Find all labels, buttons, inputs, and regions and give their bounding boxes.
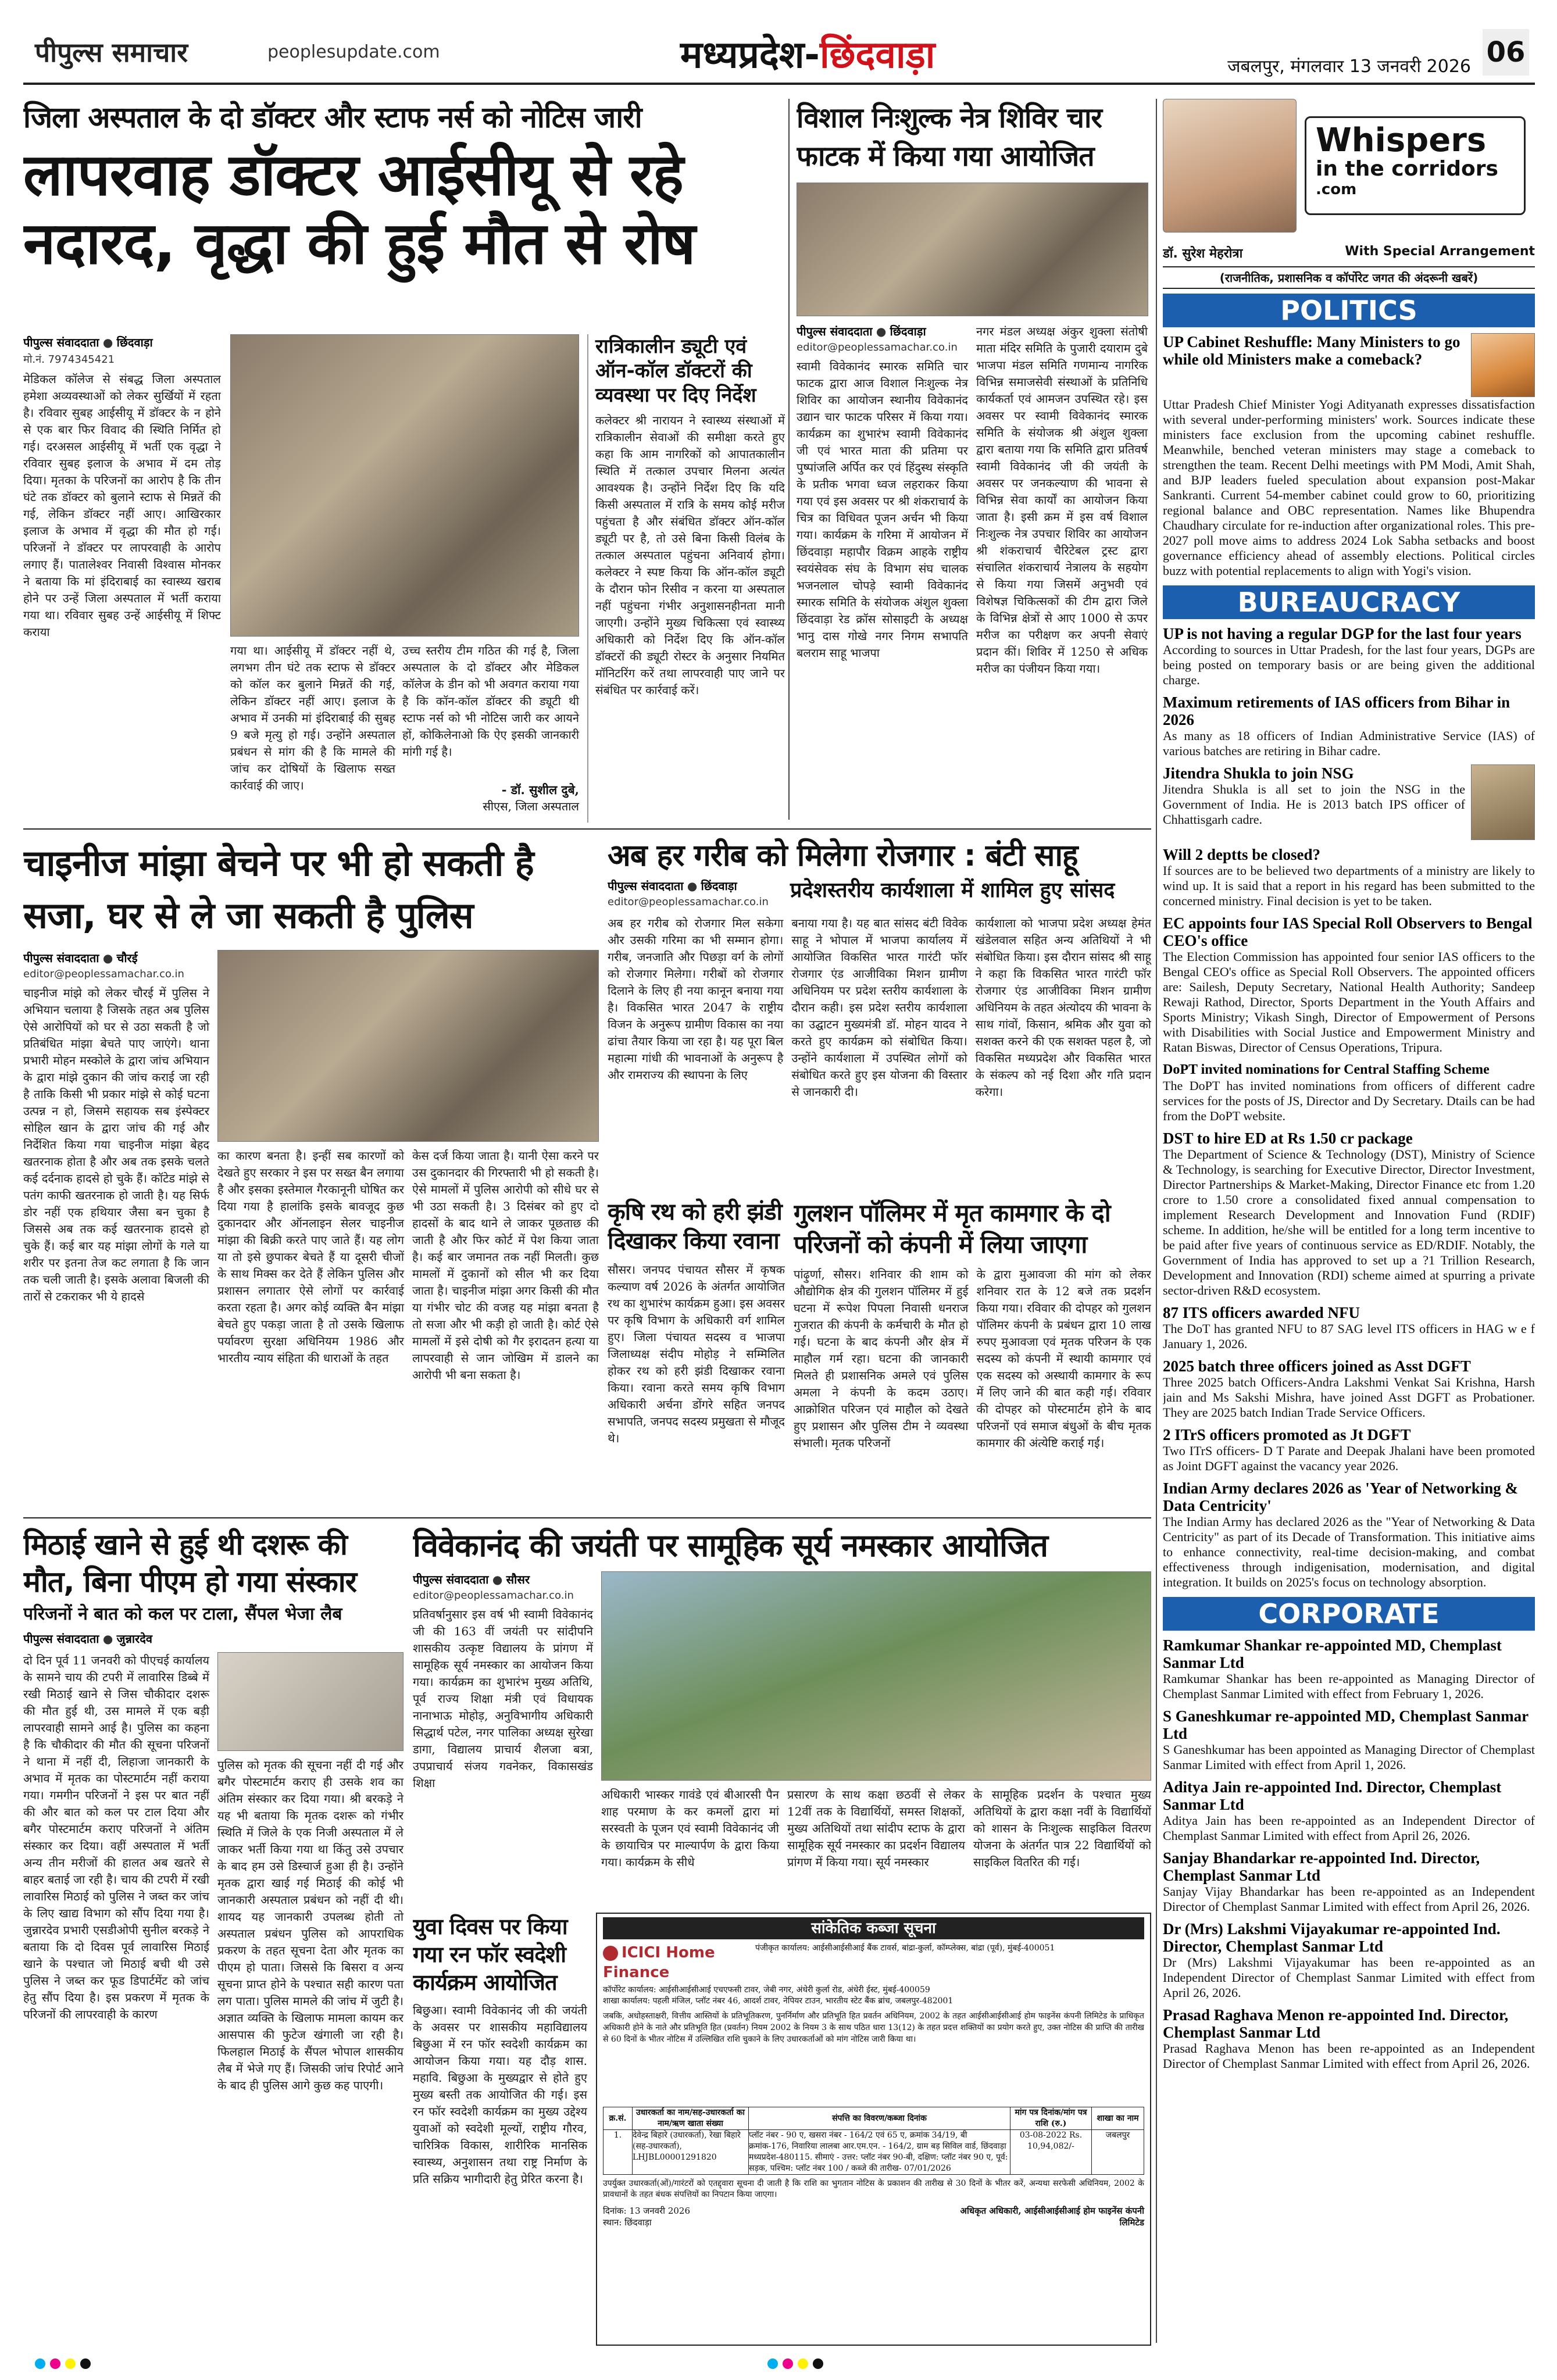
notice-intro: जबकि, अधोहस्ताक्षरी, वित्तीय आस्तियों के प्रतिभूतिकरण, पुनर्निर्माण और प्रतिभूति हित प्रवर्तन अधिनियम, 2002 के तहत आईसीआईसीआई होम फाइनेंस कंपनी लिमिटेड के प्राधिकृत अधिकारी होने के नाते और प्रतिभूति हित (प्रवर्तन) नियम 2002 के नियम 3 के साथ पठित धारा 13(12) के तहत प्रदत्त शक्तियों का प्रयोग करते हुए, उक्त नोटिस की प्राप्ति की तारीख से 60 दिनों के भीतर नोटिस में उल्लिखित राशि चुकाने के लिए उधारकर्ताओं को मांग नोटिस जारी किया था।	[603, 2011, 1144, 2044]
bureaucracy-item-title: EC appoints four IAS Special Roll Observers to Bengal CEO's office	[1163, 914, 1533, 949]
registration-dot	[798, 2358, 808, 2369]
notice-title: सांकेतिक कब्जा सूचना	[603, 1917, 1144, 1939]
registered-office: पंजीकृत कार्यालय: आईसीआईसीआई बैंक टावर्स, बांद्रा-कुर्ला, कॉम्प्लेक्स, बांद्रा (पूर्व), मुंबई-400051	[755, 1943, 1055, 1953]
notice-table	[603, 2107, 1144, 2175]
bureaucracy-item-text: Two ITrS officers- D T Parate and Deepak Jhalani have been promoted as Joint DGFT against the vacancy year 2026.	[1163, 1443, 1535, 1473]
masthead-rule	[23, 83, 1535, 85]
tagline: (राजनीतिक, प्रशासनिक व कॉर्पोरेट जगत की अंदरूनी खबरें)	[1163, 266, 1535, 289]
email: editor@peoplessamachar.co.in	[413, 1589, 574, 1602]
body-col-1: अब हर गरीब को रोजगार मिल सकेगा और उसकी गरिमा का भी सम्मान होगा। गरीब, जनजाति और पिछड़ा वर्ग के लोगों को रोजगार मिलेगा। गरीबों को रोजगार दिलाने के लिए ही नया कानून बनाया गया है। विकसित भारत 2047 के राष्ट्रीय विजन के अनुरूप ग्रामीण विकास का नया ढांचा तैयार किया जा रहा है। यह पूरा बिल महात्मा गांधी की भावनाओं के अनुरूप है और रामराज्य की स्थापना के लिए	[608, 916, 784, 1082]
official-quote: उच्च स्तरीय टीम गठित की गई है, जिला अस्पताल के दो डॉक्टर और मेडिकल कॉलेज के डीन को भी अवगत कराया गया है कि कॉन-कॉल डॉक्टर की ड्यूटी थी स्टाफ नर्स को भी नोटिस जारी कर आयने हों, कोकिलेनाओ कि ऐए इसकी जानकारी मांगी गई है।	[402, 644, 579, 759]
body-col-4: के सामूहिक प्रदर्शन के पश्चात मुख्य अतिथियों के द्वारा कक्षा नवीं के विद्यार्थियों को शासन के निःशुल्क साइकिल वितरण योजना के अंतर्गत पात्र 22 विद्यार्थियों को साइकिल वितरित की गई।	[973, 1788, 1151, 1869]
whispers-column	[1163, 99, 1535, 2349]
bureaucracy-header: BUREAUCRACY	[1163, 585, 1535, 619]
corporate-item-text: S Ganeshkumar has been appointed as Managing Director of Chemplast Sanmar Limited with effect from April 1, 2026.	[1163, 1742, 1535, 1772]
icici-logo	[603, 1943, 748, 1982]
bureaucracy-item-text: According to sources in Uttar Pradesh, for the last four years, DGPs are being posted on temporary basis or are being given the additional charge.	[1163, 642, 1535, 687]
col-divider	[788, 99, 790, 820]
officer-photo	[1471, 764, 1535, 840]
corporate-item-title: S Ganeshkumar re-appointed MD, Chemplast Sanmar Ltd	[1163, 1707, 1529, 1742]
body-col-2: गया था। आईसीयू में डॉक्टर नहीं थे, लगभग तीन घंटे तक स्टाफ से डॉक्टर को कॉल कर बुलाने मिन्नतें की गई, लेकिन डॉक्टर नहीं आए। इलाज के अभाव में उनकी मां इंदिराबाई की सुबह 9 बजे मृत्यु हो गई। उन्होंने अस्पताल प्रबंधन से मांग की है कि मामले की जांच कर दोषियों के खिलाफ सख्त कार्रवाई की जाए।	[230, 644, 396, 792]
notice-date: दिनांक: 13 जनवरी 2026	[603, 2206, 691, 2216]
registration-dot	[35, 2358, 45, 2369]
email: editor@peoplessamachar.co.in	[23, 968, 184, 980]
registration-dot	[65, 2358, 76, 2369]
politics-item-1-text: Uttar Pradesh Chief Minister Yogi Adityanath expresses dissatisfaction with several under-performing ministers' work. Sources indicate these ministers face exclusion from the upcoming cabinet reshuffle. Meanwhile, benched veteran ministers may stage a comeback to strengthen the team. Recent Delhi meetings with PM Modi, Amit Shah, and BJP leaders fueled speculation about expansion post-Makar Sankranti. Current 54-member cabinet could grow to 60, prioritizing regional balance and OBC representation. Names like Bhupendra Chaudhary circulate for re-induction after organizational roles. This pre-2027 poll move aims to address 2024 Lok Sabha setbacks and boost governance efficiency ahead of assembly elections. Political circles buzz with potential replacements to align with Yogi's vision.	[1163, 397, 1535, 578]
logo-line-1: Whispers	[1316, 121, 1487, 159]
corporate-item-text: Ramkumar Shankar has been re-appointed as Managing Director of Chemplast Sanmar Limited with effect from February 1, 2026.	[1163, 1671, 1535, 1701]
corporate-item-title: Aditya Jain re-appointed Ind. Director, Chemplast Sanmar Ltd	[1163, 1778, 1502, 1813]
corporate-item-text: Sanjay Vijay Bhandarkar has been re-appointed as an Independent Director of Chemplast Sanmar Limited with effect from April 26, 2026.	[1163, 1884, 1535, 1914]
email: editor@peoplessamachar.co.in	[608, 896, 769, 908]
logo-line-3: .com	[1316, 181, 1357, 198]
byline: पीपुल्स संवाददाता	[23, 1632, 99, 1646]
table-header-row	[603, 2107, 1144, 2130]
corporate-item-title: Prasad Raghava Menon re-appointed Ind. Director, Chemplast Sanmar Ltd	[1163, 2006, 1509, 2041]
article-employment: अब हर गरीब को मिलेगा रोजगार : बंटी साहू पीपुल्स संवाददाता ● छिंदवाड़ा editor@peoplessamachar.co.in प्रदेशस्तरीय कार्यशाला में शामिल हुए सांसद अब हर गरीब को रोजगार मिल सकेगा और उसकी गरिमा का भी सम्मान होगा। गरीब, जनजाति और पिछड़ा वर्ग के लोगों को रोजगार मिलेगा। गरीबों को रोजगार दिलाने के लिए ही नया कानून बनाया गया है। विकसित भारत 2047 के राष्ट्रीय विजन के अनुरूप ग्रामीण विकास का नया ढांचा तैयार किया जा रहा है। यह पूरा बिल महात्मा गांधी की भावनाओं के अनुरूप है और रामराज्य की स्थापना के लिए बनाया गया है। यह बात सांसद बंटी विवेक साहू ने भोपाल में भाजपा कार्यालय में आयोजित विकसित भारत गारंटी फॉर रोजगार एंड आजीविका मिशन ग्रामीण अधिनियम पर प्रदेश स्तरीय कार्यशाला के दौरान कही। इस प्रदेश स्तरीय कार्यशाला का उद्घाटन मुख्यमंत्री डॉ. मोहन यादव ने करते हुए कार्यक्रम को संबोधित किया। उन्होंने कार्यशाला में उपस्थित लोगों को संबोधित करते हुए इस योजना की विस्तार से जानकारी दी। कार्यशाला को भाजपा प्रदेश अध्यक्ष हेमंत खंडेलवाल सहित अन्य अतिथियों ने भी संबोधित किया। इस दौरान सांसद श्री साहू ने कहा कि विकसित भारत गारंटी फॉर रोजगार एंड आजीविका मिशन ग्रामीण अधिनियम के तहत अंत्योदय की भावना के साथ गांवों, किसान, श्रमिक और युवा को सशक्त करने की एक सशक्त पहल है, जो विकसित मध्यप्रदेश और विकसित भारत के संकल्प को नई दिशा और गति प्रदान करेगा।	[608, 837, 1151, 1186]
article-run-for-swadeshi	[413, 1913, 587, 2346]
body-col-1: चाइनीज मांझे को लेकर चौरई में पुलिस ने अभियान चलाया है जिसके तहत अब पुलिस ऐसे आरोपियों को घर से उठा सकती है जो प्रतिबंधित मांझा बेचते पाए जाएंगे। थाना प्रभारी मोहन मस्कोले के द्वारा जांच अभियान के द्वारा मांझे दुकान की जांच कराई जा रही है ताकि किसी भी प्रकार मांझे से कोई घटना उत्पन्न न हो, जिसमे सहायक सब इंस्पेक्टर सोहिल खान के द्वारा जांच की गई और निर्देशित किया गया चाइनीज मांझा बेहद खतरनाक होता है और अब तक इसके चलते कई दर्दनाक हादसे हो चुके हैं। कॉटेड मांझे से पतंग काफी खतरनाक हो जाती है। यह सिर्फ डोर नहीं एक हथियार जैसा बन चुका है जिससे अब तक कई खतरनाक हादसे हो चुके हैं। कई बार यह मांझा लोगों के गले या शरीर पर इतना तेज कट लगाता है कि जान तक चली जाती है। इसके अलावा बिजली की तारों से टकराकर भी ये हादसे	[23, 986, 209, 1303]
cell-demand: 03-08-2022 Rs. 10,94,082/-	[1010, 2130, 1092, 2175]
bureaucracy-item-title: Indian Army declares 2026 as 'Year of Networking & Data Centricity'	[1163, 1480, 1518, 1514]
dateline-place: जुन्नारदेव	[116, 1632, 152, 1646]
cell-property: प्लॉट नंबर - 90 ए, खसरा नंबर - 164/2 एवं 65 ए, क्रमांक 34/19, बी क्रमांक-176, निवारिया लालबा आर.एम.एन. - 164/2, ग्राम बड़ सिविल वार्ड, छिंदवाड़ा मध्यप्रदेश-480115. सीमाएं - उत्तर: प्लॉट नंबर 90-बी, दक्षिण: प्लॉट नंबर 90 ए, पूर्व: सड़क, पश्चिम: प्लॉट नंबर 100 / कब्जे की तारीख- 07/01/2026	[749, 2130, 1010, 2175]
body-col-3: प्रसारण के साथ कक्षा छठवीं से लेकर 12वीं तक के विद्यार्थियों, समस्त शिक्षकों, मुख्य अतिथियों तथा सांदीप स्टाफ के द्वारा सामूहिक सूर्य नमस्कार का प्रदर्शन विद्यालय प्रांगण में किया गया। सूर्य नमस्कार	[787, 1788, 965, 1869]
corporate-header: CORPORATE	[1163, 1597, 1535, 1631]
corporate-item-title: Dr (Mrs) Lakshmi Vijayakumar re-appointed Ind. Director, Chemplast Sanmar Ltd	[1163, 1920, 1501, 1955]
corporate-item-title: Ramkumar Shankar re-appointed MD, Chemplast Sanmar Ltd	[1163, 1636, 1502, 1671]
bureaucracy-item-title: UP is not having a regular DGP for the last four years	[1163, 625, 1522, 642]
masthead	[23, 23, 1535, 81]
bureaucracy-item-title: 2025 batch three officers joined as Asst DGFT	[1163, 1357, 1471, 1375]
bureaucracy-item-title: DST to hire ED at Rs 1.50 cr package	[1163, 1130, 1413, 1147]
sidebar-headline: रात्रिकालीन ड्यूटी एवं ऑन-कॉल डॉक्टरों की व्यवस्था पर दिए निर्देश	[595, 335, 756, 407]
bureaucracy-item-text: The Department of Science & Technology (DST), Ministry of Science & Technology, is searching for Executive Director, Director Investment, Director Partnerships & Market-Making, Director Finance etc from 1.20 crore to 1.50 crore a consolidated fixed annual compensation to implement Research Development and Innovation Fund (RDIF) scheme. In addition, he/she will be entitled for a long term incentive to be paid after five years of continuous service as ED/RDIF. Notably, the Government of India has approved to set up a ?1 Trillion Research, Development and Innovation (RDI) scheme aimed at spurring a private sector-driven R&D ecosystem.	[1163, 1147, 1535, 1298]
branch-office: शाखा कार्यालय: पहली मंजिल, प्लॉट नंबर 46, आदर्श टावर, नेपियर टाउन, भारतीय स्टेट बैंक ब्रांच, जबलपुर-482001	[603, 1996, 954, 2006]
logo-mark-icon	[603, 1946, 618, 1961]
bureaucracy-item-title: DoPT invited nominations for Central Staffing Scheme	[1163, 1062, 1490, 1077]
bureaucracy-item-text: If sources are to be believed two departments of a ministry are likely to wind up. It is said that a report in his regard has been submitted to the concerned ministry. Final decision is yet to be taken.	[1163, 863, 1535, 908]
body-col-2: अधिकारी भास्कर गावंडे एवं बीआरसी पैन शाह परमाण के कर कमलों द्वारा मां सरस्वती के पूजन एवं स्वामी विवेकानंद जी के छायाचित्र पर माल्यार्पण के द्वारा किया गया। कार्यक्रम के सीधे	[601, 1788, 779, 1869]
article-eye-camp: विशाल निःशुल्क नेत्र शिविर चार फाटक में किया गया आयोजित पीपुल्स संवाददाता ● छिंदवाड़ा editor@peoplessamachar.co.in स्वामी विवेकानंद स्मारक समिति चार फाटक द्वारा आज विशाल निःशुल्क नेत्र शिविर का आयोजन स्थानीय विवेकानंद उद्यान चार फाटक परिसर में किया गया। कार्यक्रम का शुभारंभ स्वामी विवेकानंद जी एवं भारत माता की प्रतिमा पर पुष्पांजलि अर्पित कर एवं हिंदुस्थ संस्कृति के प्रतीक भगवा ध्वज लहराकर किया गया एवं इस अवसर पर श्री शंकराचार्य के चित्र का विधिवत पूजन अर्चन भी किया गया। कार्यक्रम के गरिमा में आयोजन में छिंदवाड़ा महापौर विक्रम आहके राष्ट्रीय स्वयंसेवक संघ के विभाग संघ चालक भजनलाल चोपड़े स्वामी विवेकानंद स्मारक समिति के संयोजक अंशुल शुक्ला छिंदवाड़ा रेड क्रॉस सोसाइटी के अध्यक्ष भानु दास गोखे नगर निगम सभापति बलराम साहू भाजपा नगर मंडल अध्यक्ष अंकुर शुक्ला संतोषी माता मंदिर समिति के पुजारी दयाराम दुबे भाजपा मंडल समिति गणमान्य नागरिक विभिन्न समाजसेवी संस्थाओं के प्रतिनिधि कार्यकर्ता एवं आमजन उपस्थित रहे। इस अवसर पर स्वामी विवेकानंद स्मारक समिति के संयोजक श्री अंशुल शुक्ला द्वारा बताया गया कि समिति द्वारा प्रतिवर्ष स्वामी विवेकानंद जी की जयंती के अवसर पर जनकल्याण की भावना से विभिन्न सेवा कार्यों का आयोजन किया जाता है। इसी क्रम में इस वर्ष विशाल निःशुल्क नेत्र उपचार शिविर का आयोजन श्री शंकराचार्य चैरिटेबल ट्रस्ट द्वारा संचालित शंकराचार्य नेत्रालय के सहयोग से किया गया जिसमें अनुभवी एवं विशेषज्ञ चिकित्सकों की टीम द्वारा जिले के विभिन्न क्षेत्रों से आए 1000 से ऊपर मरीज का परीक्षण कर अपनी सेवाएं प्रदान कीं। शिविर में 1250 से अधिक मरीज का पंजीयन किया गया।	[797, 99, 1148, 823]
body-col-1: प्रतिवर्षानुसार इस वर्ष भी स्वामी विवेकानंद जी की 163 वीं जयंती पर सांदीपनि शासकीय उत्कृष्ट विद्यालय के प्रांगण में सामूहिक सूर्य नमस्कार का आयोजन किया गया। कार्यक्रम का शुभारंभ मुख्य अतिथि, पूर्व राज्य शिक्षा मंत्री एवं विधायक नानाभाऊ मोहोड़, अनुविभागीय अधिकारी सिद्धार्थ पटेल, नगर पालिका अध्यक्ष सुरेखा डागा, विद्यालय प्राचार्य शैलजा बत्रा, उपप्राचार्य संजय गवनेकर, विकासखंड शिक्षा	[413, 1607, 593, 1790]
headline: मिठाई खाने से हुई थी दशरू की मौत, बिना पीएम हो गया संस्कार	[23, 1528, 357, 1599]
dateline-place: छिंदवाड़ा	[701, 879, 737, 893]
whispers-logo	[1305, 116, 1526, 215]
quote-author: - डॉ. सुशील दुबे,	[501, 782, 579, 797]
bureaucracy-item-title: Will 2 deptts be closed?	[1163, 846, 1321, 863]
logo-line-2: in the corridors	[1316, 157, 1498, 181]
dateline-place: चौरई	[116, 951, 138, 965]
headline: गुलशन पॉलिमर में मृत कामगार के दो परिजनों को कंपनी में लिया जाएगा	[794, 1199, 1110, 1259]
headline: युवा दिवस पर किया गया रन फॉर स्वदेशी कार्यक्रम आयोजित	[413, 1914, 567, 1995]
table-header: मांग पत्र दिनांक/मांग पत्र राशि (रु.)	[1010, 2107, 1092, 2130]
body-col-2: का कारण बनता है। इन्हीं सब कारणों को देखते हुए सरकार ने इस पर सख्त बैन लगाया है और इसका इस्तेमाल गैरकानूनी घोषित कर दिया गया है हालांकि इसके बावजूद कुछ दुकानदार और ऑनलाइन सेलर चाइनीज मांझा की बिक्री करते पाए जाते हैं। यह लोग या तो इसे छुपाकर बेचते हैं या दूसरी चीजों के साथ मिक्स कर देते हैं लेकिन पुलिस और प्रशासन लगातार ऐसे लोगों पर कार्रवाई करता रहता है। अगर कोई व्यक्ति बैन मांझा बेचते हुए पकड़ा जाता है तो उसके खिलाफ पर्यावरण सुरक्षा अधिनियम 1986 और भारतीय न्याय संहिता की धाराओं के तहत	[217, 1149, 404, 1365]
quote-role: सीएस, जिला अस्पताल	[483, 799, 579, 813]
legal-notice	[596, 1913, 1151, 2346]
headline: विशाल निःशुल्क नेत्र शिविर चार फाटक में किया गया आयोजित	[797, 102, 1102, 173]
corporate-office: कॉर्पोरेट कार्यालय: आईसीआईसीआई एचएफसी टावर, जेबी नगर, अंधेरी कुर्ला रोड, अंधेरी ईस्ट, मुंबई-400059	[603, 1985, 930, 1995]
bureaucracy-item-text: The Election Commission has appointed four senior IAS officers to the Bengal CEO's office as Special Roll Observers. The appointed officers are: Sailesh, Deputy Secretary, National Health Authority; Sandeep Rewaji Rathod, Director, Sports Department in the Youth Affairs and Sports Ministry; Vikash Singh, Director of Empowerment of Persons with Disabilities with Social Justice and Empowerment Ministry and Ratan Biswas, Director of Census Operations, Tripura.	[1163, 949, 1535, 1055]
headline: लापरवाह डॉक्टर आईसीयू से रहे नदारद, वृद्धा की हुई मौत से रोष	[23, 141, 695, 277]
corporate-item-title: Sanjay Bhandarkar re-appointed Ind. Director, Chemplast Sanmar Ltd	[1163, 1849, 1480, 1884]
dateline-place: छिंदवाड़ा	[890, 324, 926, 338]
registration-dot	[783, 2358, 793, 2369]
headline: कृषि रथ को हरी झंडी दिखाकर किया रवाना	[608, 1199, 782, 1255]
section-rule	[23, 1517, 1151, 1518]
bureaucracy-item-text: Jitendra Shukla is all set to join the NSG in the Government of India. He is 2013 batch IPS officer of Chhattisgarh cadre.	[1163, 782, 1465, 827]
bureaucracy-item-title: Maximum retirements of IAS officers from Bihar in 2026	[1163, 694, 1510, 728]
body-col-3: केस दर्ज किया जाता है। यानी ऐसा करने पर उस दुकानदार की गिरफ्तारी भी हो सकती है। ऐसे मामलों में पुलिस आरोपी को सीधे घर से भी उठा सकती है। 3 दिसंबर को हुए दो हादसों के बाद थाने ले जाकर पूछताछ की जाती है और फिर कोर्ट में पेश किया जाता है। कई बार जमानत तक नहीं मिलती। कुछ मामलों में दुकानों को सील भी कर दिया जाता है। चाइनीज मांझा अगर किसी की मौत या गंभीर चोट की वजह यह मांझा बनता है तो सजा और भी कड़ी हो जाती है। कोर्ट ऐसे मामलों में इसे दोषी को गैर इरादतन हत्या या लापरवाही से जान जोखिम में डालने का आरोपी भी बना सकता है।	[412, 1149, 599, 1382]
section-title-city: छिंदवाड़ा	[819, 34, 935, 77]
section-title: मध्यप्रदेश-छिंदवाड़ा	[680, 34, 935, 77]
logo: पीपुल्स समाचार	[35, 37, 188, 68]
signatory: अधिकृत अधिकारी, आईसीआईसीआई होम फाइनेंस कंपनी लिमिटेड	[960, 2206, 1144, 2228]
corporate-item-text: Aditya Jain has been re-appointed as an Independent Director of Chemplast Sanmar Limited with effect from April 26, 2026.	[1163, 1813, 1535, 1843]
byline: पीपुल्स संवाददाता	[608, 879, 684, 893]
website: peoplesupdate.com	[267, 42, 440, 62]
arrangement-note: With Special Arrangement	[1345, 244, 1535, 259]
byline: पीपुल्स संवाददाता	[23, 951, 99, 965]
politics-header: POLITICS	[1163, 294, 1535, 327]
bureaucracy-item-text: Three 2025 batch Officers-Andra Lakshmi Venkat Sai Krishna, Harsh jain and Ms Sakshi Mishra, have joined Asst DGFT as Probationer. They are 2025 batch Indian Trade Service Officers.	[1163, 1375, 1535, 1420]
byline: पीपुल्स संवाददाता	[413, 1573, 489, 1586]
body-col-2: पुलिस को मृतक की सूचना नहीं दी गई और बगैर पोस्टमार्टम कराए ही उसके शव का अंतिम संस्कार कर दिया गया। श्री बरकड़े ने यह भी बताया कि मृतक दशरू को गंभीर स्थिति में जिले के एक निजी अस्पताल में ले जाकर भर्ती किया गया था किंतु उसे उपचार के बाद हम उसे डिस्चार्ज हुआ ही है। उन्होंने मृतक द्वारा खाई गई मिठाई की कोई भी जानकारी अस्पताल प्रबंधन को नहीं दी थी। शायद यह जानकारी उपलब्ध होती तो अस्पताल प्रबंधन पुलिस को आपराधिक प्रकरण के तहत सूचना देता और मृतक का पीएम हो पाता। जिससे कि बिसरा व अन्य सूचना प्राप्त होने के पश्चात सही कारण पता लग पाता। पुलिस मामले की जांच में जुटी है। अज्ञात व्यक्ति के खिलाफ मामला कायम कर आसपास की फुटेज खंगाली जा रही है। फिलहाल मिठाई के सैंपल भोपाल शासकीय लैब में भेजे गए हैं। जिसकी जांच रिपोर्ट आने के बाद ही पुलिस आगे कुछ कह पाएगी।	[217, 1758, 403, 2092]
bureaucracy-item-text: The DoPT has invited nominations from officers of different cadre services for the posts of JS, Director and Dy Secretary. Dtails can be had from the DoPT website.	[1163, 1078, 1535, 1123]
article-surya-namaskar: विवेकानंद की जयंती पर सामूहिक सूर्य नमस्कार आयोजित पीपुल्स संवाददाता ● सौसर editor@peoplessamachar.co.in प्रतिवर्षानुसार इस वर्ष भी स्वामी विवेकानंद जी की 163 वीं जयंती पर सांदीपनि शासकीय उत्कृष्ट विद्यालय के प्रांगण में सामूहिक सूर्य नमस्कार का आयोजन किया गया। कार्यक्रम का शुभारंभ मुख्य अतिथि, पूर्व राज्य शिक्षा मंत्री एवं विधायक नानाभाऊ मोहोड़, अनुविभागीय अधिकारी सिद्धार्थ पटेल, नगर पालिका अध्यक्ष सुरेखा डागा, विद्यालय प्राचार्य शैलजा बत्रा, उपप्राचार्य संजय गवनेकर, विकासखंड शिक्षा अधिकारी भास्कर गावंडे एवं बीआरसी पैन शाह परमाण के कर कमलों द्वारा मां सरस्वती के पूजन एवं स्वामी विवेकानंद जी के छायाचित्र पर माल्यार्पण के द्वारा किया गया। कार्यक्रम के सीधे प्रसारण के साथ कक्षा छठवीं से लेकर 12वीं तक के विद्यार्थियों, समस्त शिक्षकों, मुख्य अतिथियों तथा सांदीप स्टाफ के द्वारा सामूहिक सूर्य नमस्कार का प्रदर्शन विद्यालय प्रांगण में किया गया। सूर्य नमस्कार के सामूहिक प्रदर्शन के पश्चात मुख्य अतिथियों के द्वारा कक्षा नवीं के विद्यार्थियों को शासन के निःशुल्क साइकिल वितरण योजना के अंतर्गत पात्र 22 विद्यार्थियों को साइकिल वितरित की गई।	[413, 1526, 1151, 1898]
headline: चाइनीज मांझा बेचने पर भी हो सकती है सजा, घर से ले जा सकती है पुलिस	[23, 842, 534, 937]
cm-photo	[1471, 333, 1535, 397]
notice-place: स्थान: छिंदवाड़ा	[603, 2217, 652, 2228]
dateline-place: छिंदवाड़ा	[116, 335, 153, 349]
body-col-2: नगर मंडल अध्यक्ष अंकुर शुक्ला संतोषी माता मंदिर समिति के पुजारी दयाराम दुबे भाजपा मंडल समिति गणमान्य नागरिक विभिन्न समाजसेवी संस्थाओं के प्रतिनिधि कार्यकर्ता एवं आमजन उपस्थित रहे। इस अवसर पर स्वामी विवेकानंद स्मारक समिति के संयोजक श्री अंशुल शुक्ला द्वारा बताया गया कि समिति द्वारा प्रतिवर्ष स्वामी विवेकानंद जी की जयंती के अवसर पर जनकल्याण की भावना से विभिन्न सेवा कार्यों का आयोजन किया जाता है। इसी क्रम में इस वर्ष विशाल निःशुल्क नेत्र उपचार शिविर का आयोजन श्री शंकराचार्य चैरिटेबल ट्रस्ट द्वारा संचालित शंकराचार्य नेत्रालय के सहयोग से किया गया जिसमें अनुभवी एवं विशेषज्ञ चिकित्सकों की टीम द्वारा जिले के विभिन्न क्षेत्रों से आए 1000 से ऊपर मरीज का परीक्षण कर अपनी सेवाएं प्रदान कीं। शिविर में 1250 से अधिक मरीज का पंजीयन किया गया।	[976, 324, 1148, 676]
headline: विवेकानंद की जयंती पर सामूहिक सूर्य नमस्कार आयोजित	[413, 1527, 1048, 1564]
bureaucracy-item-text: As many as 18 officers of Indian Administrative Service (IAS) of various batches are retiring in Bihar cadre.	[1163, 728, 1535, 758]
corporate-item-text: Prasad Raghava Menon has been re-appointed as an Independent Director of Chemplast Sanmar Limited with effect from April 26, 2026.	[1163, 2041, 1535, 2071]
bureaucracy-item-title: Jitendra Shukla to join NSG	[1163, 764, 1354, 782]
body: सौसर। जनपद पंचायत सौसर में कृषक कल्याण वर्ष 2026 के अंतर्गत आयोजित रथ का शुभारंभ कार्यक्रम हुआ। इस अवसर पर कृषि विभाग के अधिकारी वर्ग शामिल हुए। जिला पंचायत सदस्य व भाजपा जिलाध्यक्ष संदीप मोहोड़ ने सम्मिलित होकर रथ को हरी झंडी दिखाकर रवाना किया। रवाना करते समय कृषि विभाग अधिकारी अर्चना डोंगरे सहित जनपद सभापति, जनपद सदस्य प्रमुखता से मौजूद थे।	[608, 1263, 785, 1445]
manjha-shop-photo	[217, 950, 599, 1142]
issue-date: जबलपुर, मंगलवार 13 जनवरी 2026	[1227, 56, 1471, 77]
article-krishi-rath	[608, 1198, 785, 1511]
registration-dot	[80, 2358, 91, 2369]
body-col-1: मेडिकल कॉलेज से संबद्ध जिला अस्पताल हमेशा अव्यवस्थाओं को लेकर सुर्खियों में रहता है। रविवार सुबह आईसीयू में डॉक्टर के न होने से एक बार फिर विवाद की स्थिति निर्मित हो गई। दरअसल आईसीयू में भर्ती एक वृद्धा ने रविवार सुबह इलाज के अभाव में दम तोड़ दिया। मृतका के परिजनों का आरोप है कि तीन घंटे तक डॉक्टर को बुलाने स्टाफ से मिन्नतें की गई, लेकिन डॉक्टर नहीं आए। आखिरकार इलाज के अभाव में वृद्धा की मौत हो गई। परिजनों ने डॉक्टर पर लापरवाही के आरोप लगाए हैं। पातालेश्वर निवासी विश्वास मोनकर ने बताया कि मां इंदिराबाई का स्वास्थ्य खराब होने पर उन्हें जिला अस्पताल में भर्ती कराया गया था। रविवार सुबह उन्हें आईसीयू में शिफ्ट कराया	[23, 372, 221, 639]
table-header: संपत्ति का विवरण/कब्जा दिनांक	[749, 2107, 1010, 2130]
body-col-1: दो दिन पूर्व 11 जनवरी को पीएचई कार्यालय के सामने चाय की टपरी में लावारिस डिब्बे में रखी मिठाई खाने से जिस चौकीदार दशरू की मौत हुई थी, उस मामले में एक बड़ी लापरवाही सामने आई है। पुलिस का कहना है कि चौकीदार की मौत की सूचना परिजनों ने थाना में नहीं दी, लिहाजा जानकारी के अभाव में मृतक का पोस्टमार्टम नहीं कराया गया। गमगीन परिजनों ने इस पर बात नहीं की और बात को कल पर टाल दिया और बगैर पोस्टमार्टम कराए परिजनों ने अंतिम संस्कार कर दिया। वहीं अस्पताल में भर्ती अन्य तीन मरीजों की हालत अब खतरे से बाहर बताई जा रही है। चाय की टपरी में रखी लावारिस मिठाई को पुलिस ने जब्त कर जांच के लिए खाद्य विभाग को सौंप दिया गया है। जुन्नारदेव प्रभारी एसडीओपी सुनील बरकड़े ने बताया कि दो दिवस पूर्व लावारिस मिठाई खाने के पश्चात जो मिठाई बची थी उसे पुलिस ने जब्त कर फूड डिपार्टमेंट को जांच हेतु सौंप दिया है। इस प्रकरण में मृतक के परिजनों की लापरवाही के कारण	[23, 1653, 209, 2021]
author-name: डॉ. सुरेश मेहरोत्रा	[1163, 246, 1243, 261]
table-header: शाखा का नाम	[1092, 2107, 1144, 2130]
hospital-photo	[230, 334, 579, 637]
bureaucracy-item-text: The DoT has granted NFU to 87 SAG level ITS officers in HAG w e f January 1, 2026.	[1163, 1321, 1535, 1351]
print-registration-marks	[23, 2357, 1535, 2371]
shop-photo	[217, 1652, 403, 1751]
body-col-1: स्वामी विवेकानंद स्मारक समिति चार फाटक द्वारा आज विशाल निःशुल्क नेत्र शिविर का आयोजन स्थानीय विवेकानंद उद्यान चार फाटक परिसर में किया गया। कार्यक्रम का शुभारंभ स्वामी विवेकानंद जी एवं भारत माता की प्रतिमा पर पुष्पांजलि अर्पित कर एवं हिंदुस्थ संस्कृति के प्रतीक भगवा ध्वज लहराकर किया गया एवं इस अवसर पर श्री शंकराचार्य के चित्र का विधिवत पूजन अर्चन भी किया गया। कार्यक्रम के गरिमा में आयोजन में छिंदवाड़ा महापौर विक्रम आहके राष्ट्रीय स्वयंसेवक संघ के विभाग संघ चालक भजनलाल चोपड़े स्वामी विवेकानंद स्मारक समिति के संयोजक अंशुल शुक्ला छिंदवाड़ा रेड क्रॉस सोसाइटी के अध्यक्ष भानु दास गोखे नगर निगम सभापति बलराम साहू भाजपा	[797, 359, 968, 660]
page-number: 06	[1483, 29, 1529, 76]
notice-footer: उपर्युक्त उधारकर्ता(ओं)/गारंटरों को एतद्द्वारा सूचना दी जाती है कि राशि का भुगतान नोटिस के प्रकाशन की तारीख से 30 दिनों के भीतर करें, अन्यथा सरफेसी अधिनियम, 2002 के प्रावधानों के तहत बंधक संपत्तियों का निपटान किया जाएगा।	[603, 2179, 1144, 2199]
dateline-place: सौसर	[506, 1573, 530, 1586]
body-col-1: पांढ़ुर्णा, सौसर। शनिवार की शाम को औद्योगिक क्षेत्र की गुलशन पॉलिमर में हुई घटना में रूपेश पिपला निवासी धनराज गुजरात की कंपनी के कर्मचारी के मौत हो गई। घटना के बाद कंपनी और क्षेत्र में माहौल गर्म रहा। घटना की जानकारी मिलते ही प्रशासनिक अमले एवं पुलिस अमला ने कंपनी के कदम उठाए। आक्रोशित परिजन एवं माहौल को देखते हुए प्रशासन और पुलिस टीम ने व्यवस्था संभाली। मृतक परिजनों	[794, 1267, 969, 1450]
article-gulshan-polymer	[794, 1198, 1151, 1511]
subheadline: परिजनों ने बात को कल पर टाला, सैंपल भेजा लैब	[23, 1604, 342, 1624]
registration-dot	[813, 2358, 823, 2369]
table-row	[603, 2130, 1144, 2175]
body-col-2: बनाया गया है। यह बात सांसद बंटी विवेक साहू ने भोपाल में भाजपा कार्यालय में आयोजित विकसित भारत गारंटी फॉर रोजगार एंड आजीविका मिशन ग्रामीण अधिनियम पर प्रदेश स्तरीय कार्यशाला के दौरान कही। इस प्रदेश स्तरीय कार्यशाला का उद्घाटन मुख्यमंत्री डॉ. मोहन यादव ने करते हुए कार्यक्रम को संबोधित किया। उन्होंने कार्यशाला में उपस्थित लोगों को संबोधित करते हुए इस योजना की विस्तार से जानकारी दी।	[791, 916, 967, 1099]
subheadline: प्रदेशस्तरीय कार्यशाला में शामिल हुए सांसद	[790, 878, 1115, 902]
author-photo	[1163, 99, 1297, 233]
eye-camp-photo	[797, 183, 1148, 316]
section-title-state: मध्यप्रदेश	[680, 34, 805, 77]
article-hospital: जिला अस्पताल के दो डॉक्टर और स्टाफ नर्स को नोटिस जारी लापरवाह डॉक्टर आईसीयू से रहे नदारद, वृद्धा की हुई मौत से रोष पीपुल्स संवाददाता ● छिंदवाड़ा मो.नं. 7974345421 मेडिकल कॉलेज से संबद्ध जिला अस्पताल हमेशा अव्यवस्थाओं को लेकर सुर्खियों में रहता है। रविवार सुबह आईसीयू में डॉक्टर के न होने से एक बार फिर विवाद की स्थिति निर्मित हो गई। दरअसल आईसीयू में भर्ती एक वृद्धा ने रविवार सुबह इलाज के अभाव में दम तोड़ दिया। मृतका के परिजनों का आरोप है कि तीन घंटे तक डॉक्टर को बुलाने स्टाफ से मिन्नतें की गई, लेकिन डॉक्टर नहीं आए। आखिरकार इलाज के अभाव में वृद्धा की मौत हो गई। परिजनों ने डॉक्टर पर लापरवाही के आरोप लगाए हैं। पातालेश्वर निवासी विश्वास मोनकर ने बताया कि मां इंदिराबाई का स्वास्थ्य खराब होने पर उन्हें जिला अस्पताल में भर्ती कराया गया था। रविवार सुबह उन्हें आईसीयू में शिफ्ट कराया गया था। आईसीयू में डॉक्टर नहीं थे, लगभग तीन घंटे तक स्टाफ से डॉक्टर को कॉल कर बुलाने मिन्नतें की गई, लेकिन डॉक्टर नहीं आए। इलाज के अभाव में उनकी मां इंदिराबाई की सुबह 9 बजे मृत्यु हो गई। उन्होंने अस्पताल प्रबंधन से मांग की है कि मामले की जांच कर दोषियों के खिलाफ सख्त कार्रवाई की जाए। उच्च स्तरीय टीम गठित की गई है, जिला अस्पताल के दो डॉक्टर और मेडिकल कॉलेज के डीन को भी अवगत कराया गया है कि कॉन-कॉल डॉक्टर की ड्यूटी थी स्टाफ नर्स को भी नोटिस जारी कर आयने हों, कोकिलेनाओ कि ऐए इसकी जानकारी मांगी गई है। - डॉ. सुशील दुबे, सीएस, जिला अस्पताल रात्रिकालीन ड्यूटी एवं ऑन-कॉल डॉक्टरों की व्यवस्था पर दिए निर्देश कलेक्टर श्री नारायन ने स्वास्थ्य संस्थाओं में रात्रिकालीन सेवाओं की समीक्षा करते हुए कहा कि आम नागरिकों को आपातकालीन स्थिति में तत्काल उपचार मिलना अत्यंत आवश्यक है। उन्होंने निर्देश दिए कि यदि किसी अस्पताल में रात्रि के समय कोई मरीज पहुंचता है और संबंधित डॉक्टर ऑन-कॉल ड्यूटी पर है, तो उसे बिना किसी विलंब के तत्काल अस्पताल पहुंचना अनिवार्य होगा। कलेक्टर ने स्पष्ट किया कि ऑन-कॉल ड्यूटी के दौरान फोन रिसीव न करना या अस्पताल नहीं पहुंचना गंभीर अनुशासनहीनता मानी जाएगी। उन्होंने मुख्य चिकित्सा एवं स्वास्थ्य अधिकारी को निर्देश दिए कि ऑन-कॉल डॉक्टरों की ड्यूटी रोस्टर के अनुसार नियमित मॉनिटरिंग करें तथा लापरवाही पाए जाने पर संबंधित पर कार्रवाई करें।	[23, 99, 785, 823]
bureaucracy-item-text: The Indian Army has declared 2026 as the "Year of Networking & Data Centricity" as part of its Decade of Transformation. This initiative aims to enhance connectivity, real-time decision-making, and combat effectiveness through indigenisation, modernisation, and digital integration. It builds on 2025's focus on technology absorption.	[1163, 1514, 1535, 1589]
surya-namaskar-photo	[601, 1571, 1151, 1781]
registration-dot	[50, 2358, 60, 2369]
email: editor@peoplessamachar.co.in	[797, 341, 958, 353]
byline: पीपुल्स संवाददाता	[23, 335, 99, 349]
mobile: मो.नं. 7974345421	[23, 353, 115, 366]
section-rule	[23, 828, 1151, 830]
col-divider	[1156, 99, 1157, 2343]
politics-item-1-title: UP Cabinet Reshuffle: Many Ministers to go while old Ministers make a comeback?	[1163, 333, 1460, 368]
corporate-item-text: Dr (Mrs) Lakshmi Vijayakumar has been re-appointed as an Independent Director of Chemplast Sanmar Limited with effect from April 26, 2026.	[1163, 1955, 1535, 2000]
cell-no: 1.	[603, 2130, 633, 2175]
registration-dot	[767, 2358, 778, 2369]
article-sweets-death: मिठाई खाने से हुई थी दशरू की मौत, बिना पीएम हो गया संस्कार परिजनों ने बात को कल पर टाला, सैंपल भेजा लैब पीपुल्स संवाददाता ● जुन्नारदेव दो दिन पूर्व 11 जनवरी को पीएचई कार्यालय के सामने चाय की टपरी में लावारिस डिब्बे में रखी मिठाई खाने से जिस चौकीदार दशरू की मौत हुई थी, उस मामले में एक बड़ी लापरवाही सामने आई है। पुलिस का कहना है कि चौकीदार की मौत की सूचना परिजनों ने थाना में नहीं दी, लिहाजा जानकारी के अभाव में मृतक का पोस्टमार्टम नहीं कराया गया। गमगीन परिजनों ने इस पर बात नहीं की और बात को कल पर टाल दिया और बगैर पोस्टमार्टम कराए परिजनों ने अंतिम संस्कार कर दिया। वहीं अस्पताल में भर्ती अन्य तीन मरीजों की हालत अब खतरे से बाहर बताई जा रही है। चाय की टपरी में रखी लावारिस मिठाई को पुलिस ने जब्त कर जांच के लिए खाद्य विभाग को सौंप दिया गया है। जुन्नारदेव प्रभारी एसडीओपी सुनील बरकड़े ने बताया कि दो दिवस पूर्व लावारिस मिठाई खाने के पश्चात जो मिठाई बची थी उसे पुलिस ने जब्त कर फूड डिपार्टमेंट को जांच हेतु सौंप दिया है। इस प्रकरण में मृतक के परिजनों की लापरवाही के कारण पुलिस को मृतक की सूचना नहीं दी गई और बगैर पोस्टमार्टम कराए ही उसके शव का अंतिम संस्कार कर दिया गया। श्री बरकड़े ने यह भी बताया कि मृतक दशरू को गंभीर स्थिति में जिले के एक निजी अस्पताल में ले जाकर भर्ती किया गया था किंतु उसे उपचार के बाद हम उसे डिस्चार्ज हुआ ही है। उन्होंने मृतक द्वारा खाई गई मिठाई की कोई भी जानकारी अस्पताल प्रबंधन को नहीं दी थी। शायद यह जानकारी उपलब्ध होती तो अस्पताल प्रबंधन पुलिस को आपराधिक प्रकरण के तहत सूचना देता और मृतक का पीएम हो पाता। जिससे कि बिसरा व अन्य सूचना प्राप्त होने के पश्चात सही कारण पता लग पाता। पुलिस मामले की जांच में जुटी है। अज्ञात व्यक्ति के खिलाफ मामला कायम कर आसपास की फुटेज खंगाली जा रही है। फिलहाल मिठाई के सैंपल भोपाल शासकीय लैब में भेजे गए हैं। जिसकी जांच रिपोर्ट आने के बाद ही पुलिस आगे कुछ कह पाएगी।	[23, 1526, 404, 2346]
body-col-3: कार्यशाला को भाजपा प्रदेश अध्यक्ष हेमंत खंडेलवाल सहित अन्य अतिथियों ने भी संबोधित किया। इस दौरान सांसद श्री साहू ने कहा कि विकसित भारत गारंटी फॉर रोजगार एंड आजीविका मिशन ग्रामीण अधिनियम के तहत अंत्योदय की भावना के साथ गांवों, किसान, श्रमिक और युवा को सशक्त करने की एक सशक्त पहल है, जो विकसित मध्यप्रदेश और विकसित भारत के संकल्प को नई दिशा और गति प्रदान करेगा।	[975, 916, 1151, 1099]
kicker: जिला अस्पताल के दो डॉक्टर और स्टाफ नर्स को नोटिस जारी	[23, 101, 642, 134]
table-header: क्र.सं.	[603, 2107, 633, 2130]
body: बिछुआ। स्वामी विवेकानंद जी की जयंती के अवसर पर शासकीय महाविद्यालय बिछुआ में रन फॉर स्वदेशी कार्यक्रम का आयोजन किया गया। यह दौड़ शास. महावि. बिछुआ के मुख्यद्वार से होते हुए मुख्य बस्ती तक आयोजित की गई। इस रन फॉर स्वदेशी कार्यक्रम का मुख्य उद्देश्य युवाओं को स्वदेशी मूल्यों, राष्ट्रीय गौरव, चारित्रिक विकास, शारीरिक मानसिक स्वास्थ्य, अनुशासन तथा राष्ट्र निर्माण के प्रति सक्रिय भागीदारी हेतु प्रेरित करना है।	[413, 2003, 587, 2186]
company-name: ICICI Home Finance	[603, 1944, 715, 1981]
table-header: उधारकर्ता का नाम/सह-उधारकर्ता का नाम/ऋण खाता संख्या	[633, 2107, 749, 2130]
cell-branch: जबलपुर	[1092, 2130, 1144, 2175]
bureaucracy-item-title: 2 ITrS officers promoted as Jt DGFT	[1163, 1426, 1411, 1443]
bureaucracy-item-title: 87 ITS officers awarded NFU	[1163, 1304, 1360, 1321]
cell-borrower: देवेन्द्र बिहारे (उधारकर्ता), रेखा बिहारे (सह-उधारकर्ता), LHJBL00001291820	[633, 2130, 749, 2175]
sidebar-body: कलेक्टर श्री नारायन ने स्वास्थ्य संस्थाओं में रात्रिकालीन सेवाओं की समीक्षा करते हुए कहा कि आम नागरिकों को आपातकालीन स्थिति में तत्काल उपचार मिलना अत्यंत आवश्यक है। उन्होंने निर्देश दिए कि यदि किसी अस्पताल में रात्रि के समय कोई मरीज पहुंचता है और संबंधित डॉक्टर ऑन-कॉल ड्यूटी पर है, तो उसे बिना किसी विलंब के तत्काल अस्पताल पहुंचना अनिवार्य होगा। कलेक्टर ने स्पष्ट किया कि ऑन-कॉल ड्यूटी के दौरान फोन रिसीव न करना या अस्पताल नहीं पहुंचना गंभीर अनुशासनहीनता मानी जाएगी। उन्होंने मुख्य चिकित्सा एवं स्वास्थ्य अधिकारी को निर्देश दिए कि ऑन-कॉल डॉक्टरों की ड्यूटी रोस्टर के अनुसार नियमित मॉनिटरिंग करें तथा लापरवाही पाए जाने पर संबंधित पर कार्रवाई करें।	[595, 413, 785, 697]
byline: पीपुल्स संवाददाता	[797, 324, 873, 338]
headline: अब हर गरीब को मिलेगा रोजगार : बंटी साहू	[608, 838, 1078, 873]
article-manjha: चाइनीज मांझा बेचने पर भी हो सकती है सजा, घर से ले जा सकती है पुलिस पीपुल्स संवाददाता ● चौरई editor@peoplessamachar.co.in चाइनीज मांझे को लेकर चौरई में पुलिस ने अभियान चलाया है जिसके तहत अब पुलिस ऐसे आरोपियों को घर से उठा सकती है जो प्रतिबंधित मांझा बेचते पाए जाएंगे। थाना प्रभारी मोहन मस्कोले के द्वारा जांच अभियान के द्वारा मांझे दुकान की जांच कराई जा रही है ताकि किसी भी प्रकार मांझे से कोई घटना उत्पन्न न हो, जिसमे सहायक सब इंस्पेक्टर सोहिल खान के द्वारा जांच की गई और निर्देशित किया गया चाइनीज मांझा बेहद खतरनाक होता है और अब तक इसके चलते कई दर्दनाक हादसे हो चुके हैं। कॉटेड मांझे से पतंग काफी खतरनाक हो जाती है। यह सिर्फ डोर नहीं एक हथियार जैसा बन चुका है जिससे अब तक कई खतरनाक हादसे हो चुके हैं। कई बार यह मांझा लोगों के गले या शरीर पर इतना तेज कट लगाता है कि जान तक चली जाती है। इसके अलावा बिजली की तारों से टकराकर भी ये हादसे का कारण बनता है। इन्हीं सब कारणों को देखते हुए सरकार ने इस पर सख्त बैन लगाया है और इसका इस्तेमाल गैरकानूनी घोषित कर दिया गया है हालांकि इसके बावजूद कुछ दुकानदार और ऑनलाइन सेलर चाइनीज मांझा की बिक्री करते पाए जाते हैं। यह लोग या तो इसे छुपाकर बेचते हैं या दूसरी चीजों के साथ मिक्स कर देते हैं लेकिन पुलिस और प्रशासन लगातार ऐसे लोगों पर कार्रवाई करता रहता है। अगर कोई व्यक्ति बैन मांझा बेचते हुए पकड़ा जाता है तो उसके खिलाफ पर्यावरण सुरक्षा अधिनियम 1986 और भारतीय न्याय संहिता की धाराओं के तहत केस दर्ज किया जाता है। यानी ऐसा करने पर उस दुकानदार की गिरफ्तारी भी हो सकती है। ऐसे मामलों में पुलिस आरोपी को सीधे घर से भी उठा सकती है। 3 दिसंबर को हुए दो हादसों के बाद थाने ले जाकर पूछताछ की जाती है और फिर कोर्ट में पेश किया जाता है। कई बार जमानत तक नहीं मिलती। कुछ मामलों में दुकानों को सील भी कर दिया जाता है। चाइनीज मांझा अगर किसी की मौत या गंभीर चोट की वजह यह मांझा बनता है तो सजा और भी कड़ी हो जाती है। कोर्ट ऐसे मामलों में इसे दोषी को गैर इरादतन हत्या या लापरवाही से जान जोखिम में डालने का आरोपी भी बना सकता है।	[23, 837, 599, 1511]
body-col-2: के द्वारा मुआवजा की मांग को लेकर शनिवार रात के 12 बजे तक प्रदर्शन किया गया। रविवार की दोपहर को गुलशन पॉलिमर कंपनी के प्रबंधन द्वारा 10 लाख रुपए मुआवजा एवं मृतक परिजन के एक सदस्य को कंपनी में स्थायी कामगार एवं एक सदस्य को अस्थायी कामगार के रूप में लिए जाने की बात कही गई। रविवार की दोपहर को पोस्टमार्टम होने के बाद परिजनों एवं समाज बंधुओं के बीच मृतक कामगार की अंत्येष्टि कराई गई।	[976, 1267, 1151, 1450]
